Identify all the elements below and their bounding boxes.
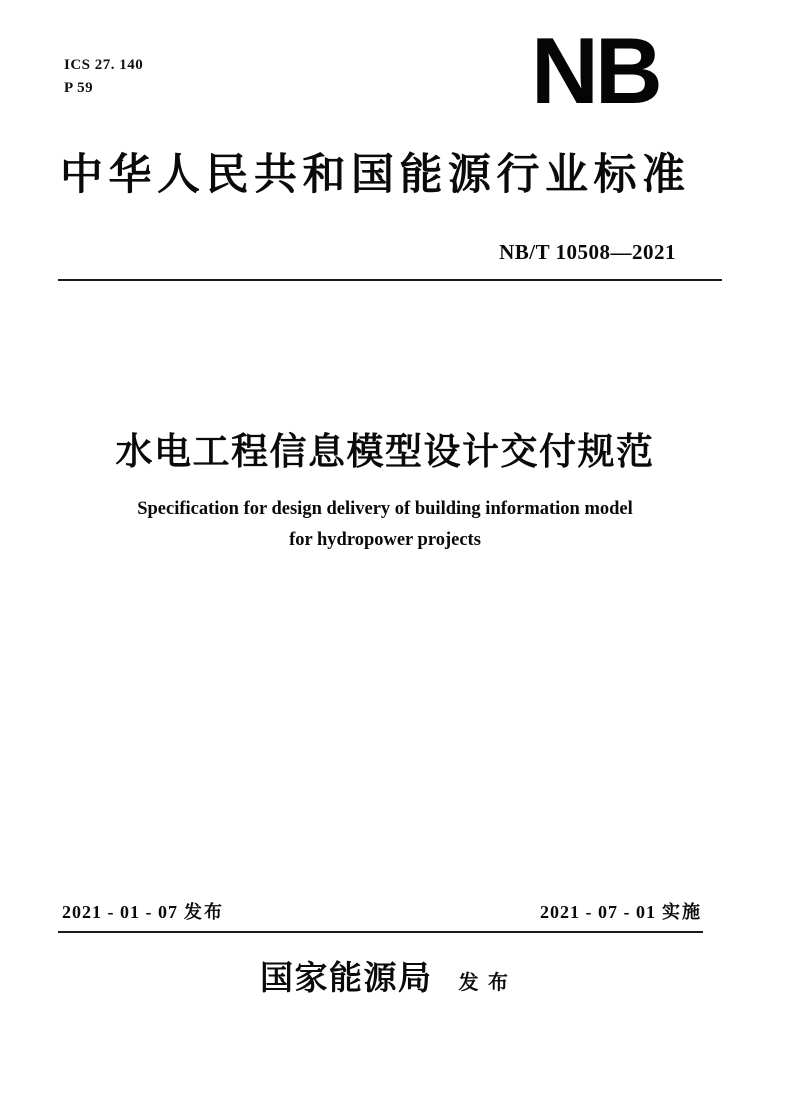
horizontal-rule-top <box>58 279 722 281</box>
ics-code: ICS 27. 140 <box>64 57 144 73</box>
implementation-date <box>540 898 702 924</box>
doc-class-code: P 59 <box>64 80 94 96</box>
nb-logo: NB <box>531 18 659 123</box>
issue-date <box>62 898 224 924</box>
publisher-row <box>0 952 770 999</box>
title-english-line1: Specification for design delivery of building information model <box>137 499 633 519</box>
publisher-name: 国家能源局 <box>259 961 433 997</box>
standard-name: 中华人民共和国能源行业标准 <box>60 152 691 199</box>
issue-date-label: 发布 <box>184 902 224 922</box>
implementation-date-label: 实施 <box>662 902 702 922</box>
issue-date-value: 2021 - 01 - 07 <box>62 902 178 922</box>
ics-block <box>64 54 143 100</box>
dates-row <box>62 898 702 924</box>
title-english-line2: for hydropower projects <box>289 530 481 550</box>
standard-number: NB/T 10508—2021 <box>499 240 676 264</box>
implementation-date-value: 2021 - 07 - 01 <box>540 902 656 922</box>
title-english <box>0 494 770 556</box>
horizontal-rule-bottom <box>58 931 703 933</box>
publish-label: 发 布 <box>458 972 511 994</box>
title-chinese: 水电工程信息模型设计交付规范 <box>115 431 655 472</box>
